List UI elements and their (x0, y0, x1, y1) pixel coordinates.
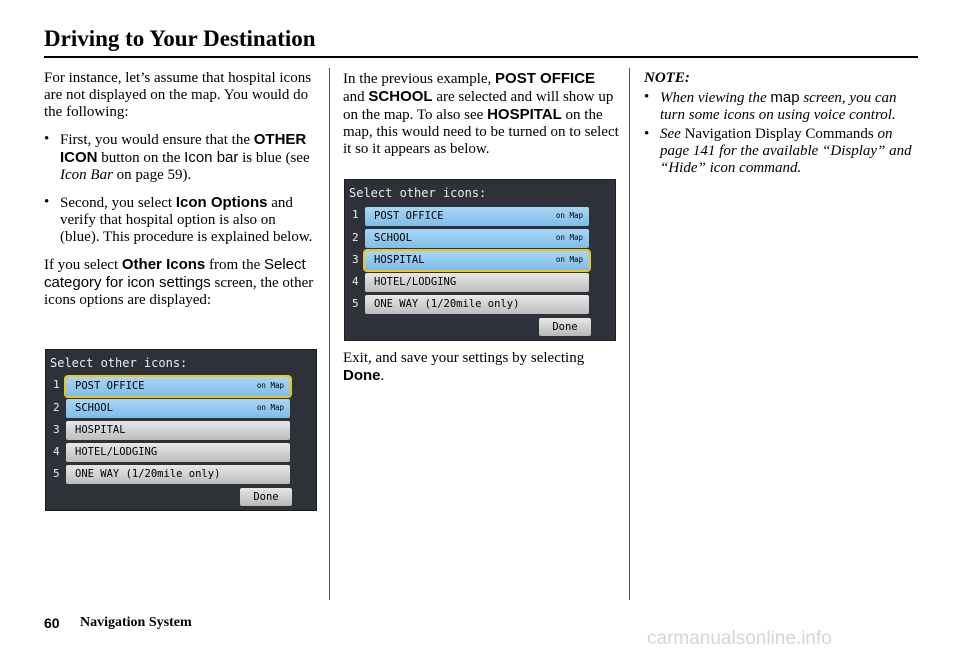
option-post-office[interactable] (365, 207, 589, 226)
other-icons-paragraph (44, 256, 316, 309)
on-map-tag: on Map (555, 233, 583, 242)
other-icons-term: Other Icons (121, 256, 206, 273)
bullet-dot: • (644, 126, 650, 142)
option-post-office[interactable] (66, 377, 290, 396)
option-label: SCHOOL (75, 402, 113, 414)
text: When viewing the (660, 90, 771, 106)
icon-options-term: Icon Options (175, 194, 268, 211)
row-number: 3 (352, 253, 359, 266)
on-map-tag: on Map (256, 403, 284, 412)
column-divider (329, 68, 330, 600)
option-label: HOSPITAL (75, 424, 126, 436)
text: screen, the other icons options are displayed: (44, 275, 314, 308)
row-number: 2 (53, 401, 60, 414)
option-hotel-lodging[interactable] (365, 273, 589, 292)
text: from the (205, 257, 264, 273)
text: on page 141 for the available “Display” and “Hide” icon command. (660, 126, 912, 176)
title-rule (44, 56, 918, 58)
bullet-dot: • (644, 89, 650, 105)
option-one-way[interactable] (365, 295, 589, 314)
column-divider (629, 68, 630, 600)
row-number: 4 (352, 275, 359, 288)
text: is blue (see (238, 150, 310, 166)
screen-before (45, 349, 317, 511)
option-label: HOTEL/LODGING (374, 276, 457, 288)
bullet-dot: • (44, 194, 50, 210)
on-map-tag: on Map (555, 211, 583, 220)
text: In the previous example, (343, 71, 496, 87)
row-number: 2 (352, 231, 359, 244)
bullet-second (44, 194, 316, 246)
option-school[interactable] (365, 229, 589, 248)
text: and verify that hospital option is also on (blue). This procedure is explained below. (60, 195, 313, 245)
text: . (380, 368, 385, 384)
other-icon-term: OTHER ICON (60, 131, 307, 166)
option-label: ONE WAY (1/20mile only) (374, 298, 520, 310)
row-number: 3 (53, 423, 60, 436)
row-number: 5 (53, 467, 60, 480)
footer-label: Navigation System (80, 615, 192, 630)
school-term: SCHOOL (368, 88, 433, 105)
screen-name-term: Select category for icon settings (44, 256, 306, 291)
column-2-exit (343, 350, 619, 395)
page-number: 60 (44, 615, 60, 631)
text: on the map, this would need to be turned on to select it so it appears as below. (343, 107, 619, 157)
done-button[interactable]: Done (240, 488, 292, 506)
bullet-first (44, 131, 316, 184)
column-3 (644, 70, 920, 187)
done-term: Done (343, 367, 381, 384)
option-one-way[interactable] (66, 465, 290, 484)
post-office-term: POST OFFICE (495, 70, 596, 87)
page-title: Driving to Your Destination (44, 26, 316, 51)
text: screen, you can turn some icons on using voice control. (660, 90, 897, 123)
text: on page 59). (112, 167, 192, 183)
text: See (660, 126, 681, 142)
note-voice (644, 89, 920, 124)
row-number: 1 (53, 378, 60, 391)
option-label: SCHOOL (374, 232, 412, 244)
text: First, you would ensure that the (60, 132, 254, 148)
text: button on the (97, 150, 185, 166)
screen-title: Select other icons: (50, 356, 188, 370)
text: If you select (44, 257, 122, 273)
column-2 (343, 70, 619, 168)
exit-paragraph (343, 350, 619, 385)
option-label: HOTEL/LODGING (75, 446, 158, 458)
option-hotel-lodging[interactable] (66, 443, 290, 462)
text: Exit, and save your settings by selecting (343, 350, 585, 366)
map-term: map (770, 89, 800, 106)
option-school[interactable] (66, 399, 290, 418)
row-number: 4 (53, 445, 60, 458)
option-hospital[interactable] (66, 421, 290, 440)
screen-title: Select other icons: (349, 186, 487, 200)
commands-ref: Navigation Display Commands (680, 126, 874, 142)
option-label: POST OFFICE (374, 210, 444, 222)
text: and (343, 89, 369, 105)
icon-bar-term: Icon bar (184, 149, 239, 166)
row-number: 1 (352, 208, 359, 221)
bullet-dot: • (44, 131, 50, 147)
hospital-term: HOSPITAL (487, 106, 562, 123)
watermark: carmanualsonline.info (647, 628, 832, 649)
option-hospital[interactable] (365, 251, 589, 270)
done-button[interactable]: Done (539, 318, 591, 336)
note-see-commands (644, 126, 920, 177)
option-label: HOSPITAL (374, 254, 425, 266)
column-1 (44, 70, 316, 319)
screen-after (344, 179, 616, 341)
on-map-tag: on Map (555, 255, 583, 264)
icon-bar-ref: Icon Bar (60, 167, 113, 183)
on-map-tag: on Map (256, 381, 284, 390)
row-number: 5 (352, 297, 359, 310)
intro-paragraph: For instance, let’s assume that hospital icons are not displayed on the map. You would do the following: (44, 70, 312, 120)
text: Second, you select (60, 195, 176, 211)
text: are selected and will show up on the map. To also see (343, 89, 614, 123)
option-label: ONE WAY (1/20mile only) (75, 468, 221, 480)
example-paragraph (343, 70, 619, 158)
option-label: POST OFFICE (75, 380, 145, 392)
note-label: NOTE: (644, 70, 690, 86)
